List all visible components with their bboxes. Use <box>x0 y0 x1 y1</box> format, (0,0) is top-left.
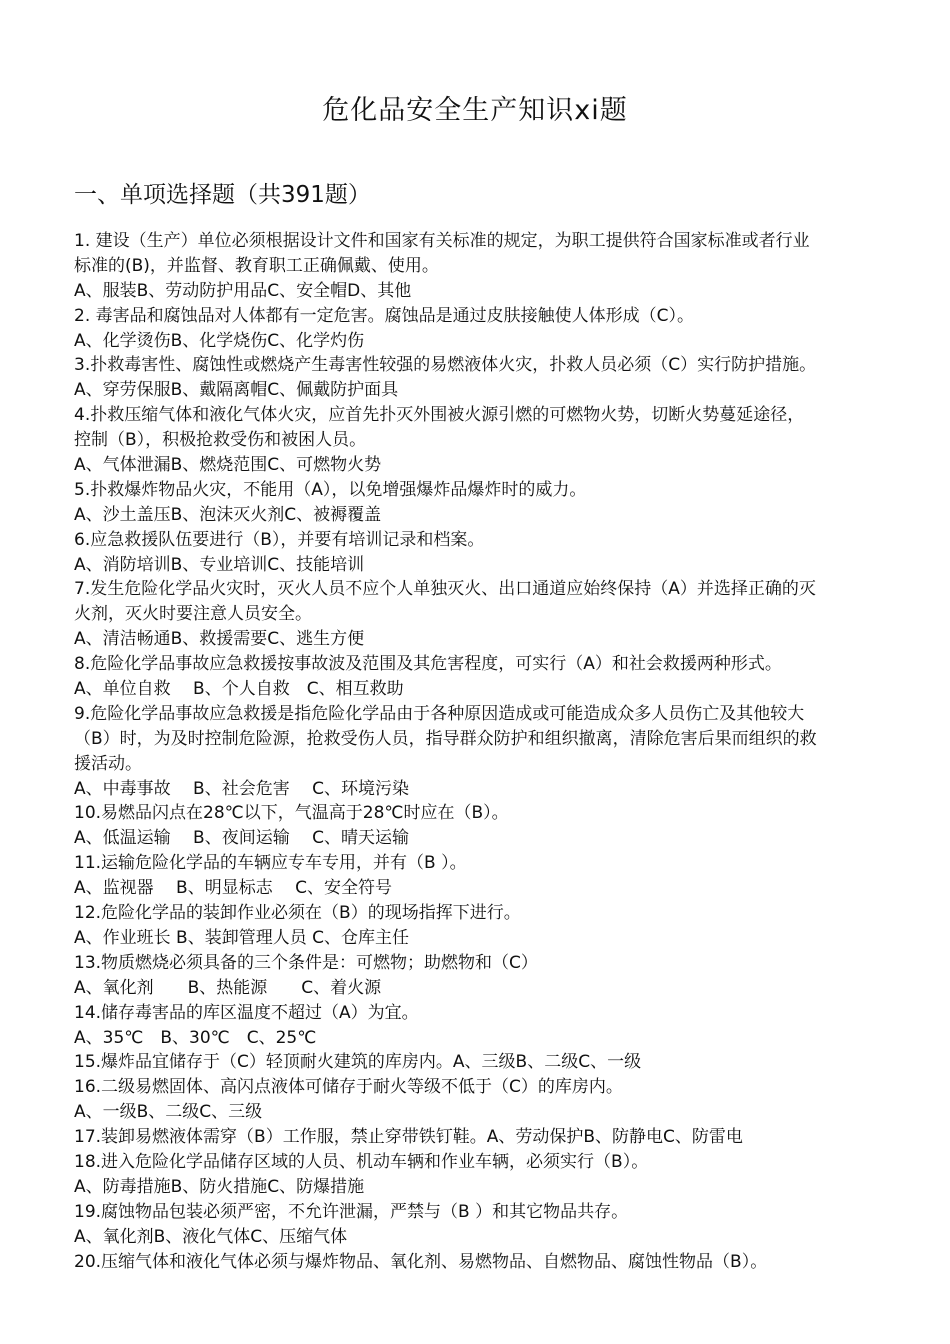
text-line: 2. 毒害品和腐蚀品对人体都有一定危害。腐蚀品是通过皮肤接触使人体形成（C）。 <box>74 305 694 326</box>
text-line: 控制（B），积极抢救受伤和被困人员。 <box>74 430 367 451</box>
document-title: 危化品安全生产知识xi题 <box>322 95 628 126</box>
text-line: （B）时，为及时控制危险源，抢救受伤人员，指导群众防护和组织撤离，清除危害后果而组织的救 <box>74 728 817 749</box>
text-line: 17.装卸易燃液体需穿（B）工作服，禁止穿带铁钉鞋。A、劳动保护B、防静电C、防雷电 <box>74 1127 743 1148</box>
text-line: 8.危险化学品事故应急救援按事故波及范围及其危害程度，可实行（A）和社会救援两种形式。 <box>74 654 782 675</box>
text-line: 火剂，灭火时要注意人员安全。 <box>74 604 312 625</box>
text-line: A、氧化剂B、液化气体C、压缩气体 <box>74 1226 348 1247</box>
text-line: A、监视器 B、明显标志 C、安全符号 <box>74 878 392 899</box>
text-line: 3.扑救毒害性、腐蚀性或燃烧产生毒害性较强的易燃液体火灾，扑救人员必须（C）实行防护措施。 <box>74 355 817 376</box>
text-line: 9.危险化学品事故应急救援是指危险化学品由于各种原因造成或可能造成众多人员伤亡及其他较大 <box>74 703 805 724</box>
text-line: A、气体泄漏B、燃烧范围C、可燃物火势 <box>74 455 382 476</box>
text-line: A、单位自救 B、个人自救 C、相互救助 <box>74 679 404 700</box>
text-line: 20.压缩气体和液化气体必须与爆炸物品、氧化剂、易燃物品、自燃物品、腐蚀性物品（B）。 <box>74 1251 768 1272</box>
text-line: 4.扑救压缩气体和液化气体火灾，应首先扑灭外围被火源引燃的可燃物火势，切断火势蔓延途径， <box>74 405 805 426</box>
text-line: 18.进入危险化学品储存区域的人员、机动车辆和作业车辆，必须实行（B）。 <box>74 1151 649 1172</box>
text-line: A、一级B、二级C、三级 <box>74 1102 263 1123</box>
text-line: 标准的(B)，并监督、教育职工正确佩戴、使用。 <box>74 255 439 276</box>
text-line: A、低温运输 B、夜间运输 C、晴天运输 <box>74 828 409 849</box>
text-line: 援活动。 <box>74 753 142 774</box>
text-line: 16.二级易燃固体、高闪点液体可储存于耐火等级不低于（C）的库房内。 <box>74 1077 623 1098</box>
text-line: 7.发生危险化学品火灾时，灭火人员不应个人单独灭火、出口通道应始终保持（A）并选择正确的灭 <box>74 579 816 600</box>
text-line: A、中毒事故 B、社会危害 C、环境污染 <box>74 778 409 799</box>
text-line: A、沙土盖压B、泡沫灭火剂C、被褥覆盖 <box>74 504 382 525</box>
text-line: A、作业班长 B、装卸管理人员 C、仓库主任 <box>74 927 409 948</box>
text-line: A、清洁畅通B、救援需要C、逃生方便 <box>74 629 365 650</box>
text-line: 1. 建设（生产）单位必须根据设计文件和国家有关标准的规定，为职工提供符合国家标准或者行业 <box>74 231 810 251</box>
text-line: 19.腐蚀物品包装必须严密，不允许泄漏，严禁与（B ）和其它物品共存。 <box>74 1201 629 1222</box>
document-body <box>74 229 910 1274</box>
text-line: A、化学烫伤B、化学烧伤C、化学灼伤 <box>74 330 365 351</box>
text-line: A、穿劳保服B、戴隔离帽C、佩戴防护面具 <box>74 380 399 401</box>
text-line: 11.运输危险化学品的车辆应专车专用，并有（B ）。 <box>74 853 467 874</box>
section-heading: 一、单项选择题（共391题） <box>74 182 371 208</box>
text-line: 14.储存毒害品的库区温度不超过（A）为宜。 <box>74 1002 419 1023</box>
text-line: A、消防培训B、专业培训C、技能培训 <box>74 554 365 575</box>
text-line: 5.扑救爆炸物品火灾，不能用（A），以免增强爆炸品爆炸时的威力。 <box>74 479 587 500</box>
text-line: A、氧化剂 B、热能源 C、着火源 <box>74 977 382 998</box>
text-line: A、服装B、劳动防护用品C、安全帽D、其他 <box>74 280 412 301</box>
text-line: A、防毒措施B、防火措施C、防爆措施 <box>74 1176 365 1197</box>
text-line: 10.易燃品闪点在28℃以下，气温高于28℃时应在（B）。 <box>74 803 509 824</box>
text-line: 12.危险化学品的装卸作业必须在（B）的现场指挥下进行。 <box>74 903 521 924</box>
text-line: A、35℃ B、30℃ C、25℃ <box>74 1027 317 1048</box>
text-line: 15.爆炸品宜储存于（C）轻顶耐火建筑的库房内。A、三级B、二级C、一级 <box>74 1052 642 1073</box>
text-line: 6.应急救援队伍要进行（B），并要有培训记录和档案。 <box>74 529 485 550</box>
text-line: 13.物质燃烧必须具备的三个条件是：可燃物；助燃物和（C） <box>74 952 538 973</box>
